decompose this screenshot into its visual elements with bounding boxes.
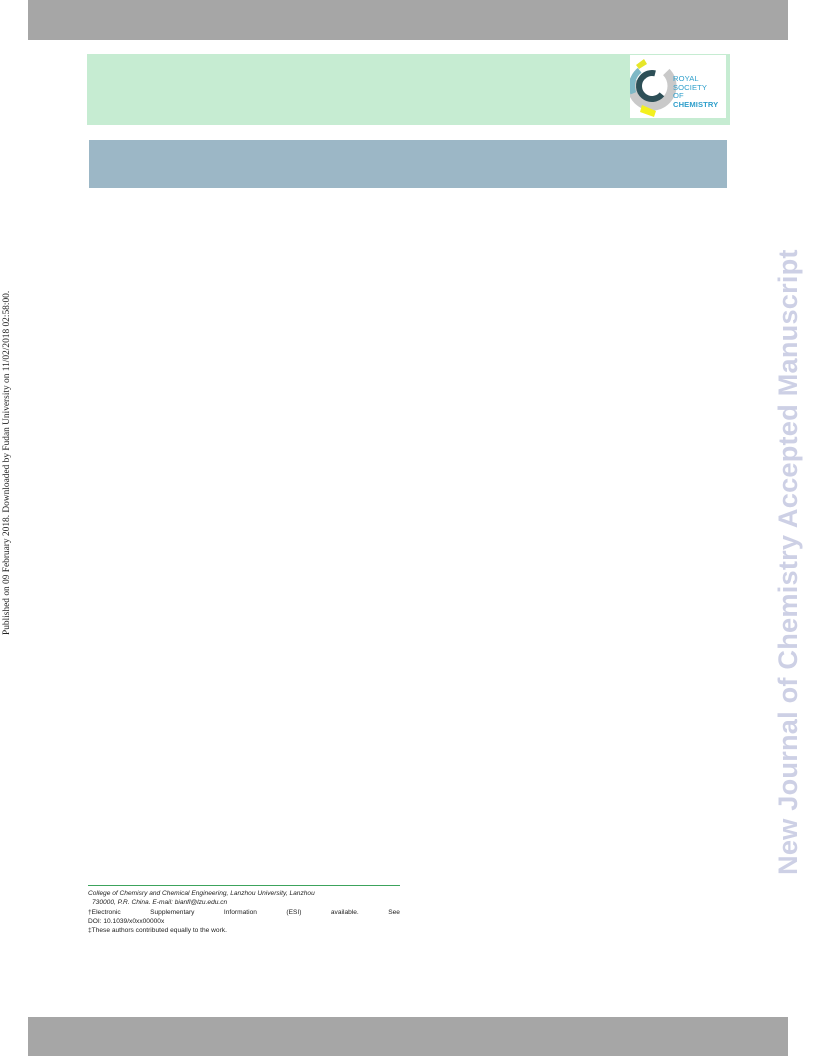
rsc-logo-text	[673, 75, 726, 109]
esi-word: Information	[223, 908, 257, 916]
logo-line-1: ROYAL SOCIETY	[673, 74, 708, 92]
logo-line-2-bold: CHEMISTRY	[673, 99, 719, 109]
esi-word: Supplementary	[150, 908, 195, 916]
esi-word: See	[388, 908, 400, 916]
esi-word: (ESI)	[286, 908, 302, 916]
article-title-band	[89, 140, 727, 188]
esi-word: available.	[330, 908, 359, 916]
page-top-bar	[28, 0, 788, 40]
accepted-manuscript-watermark: New Journal of Chemistry Accepted Manuscript	[772, 249, 803, 875]
affiliation-footnote	[88, 889, 400, 908]
doi-footnote[interactable]: DOI: 10.1039/x0xx00000x	[88, 917, 165, 925]
esi-word: †Electronic	[88, 908, 121, 916]
rsc-logo	[630, 55, 726, 118]
publication-stamp: Published on 09 February 2018. Downloaded by Fudan University on 11/02/2018 02:58:00.	[2, 290, 12, 635]
page-bottom-bar	[28, 1017, 788, 1056]
footnotes	[88, 889, 400, 935]
logo-line-2-prefix: OF	[673, 91, 684, 100]
equal-contribution-footnote: ‡These authors contributed equally to the work.	[88, 927, 227, 935]
affiliation-line-1: College of Chemisry and Chemical Engineering, Lanzhou University, Lanzhou	[88, 890, 315, 897]
affiliation-line-2: 730000, P.R. China. E-mail: bianfl@lzu.edu.cn	[92, 899, 228, 907]
footnote-divider	[88, 885, 400, 886]
logo-line-2	[673, 92, 726, 109]
esi-footnote	[88, 908, 400, 917]
